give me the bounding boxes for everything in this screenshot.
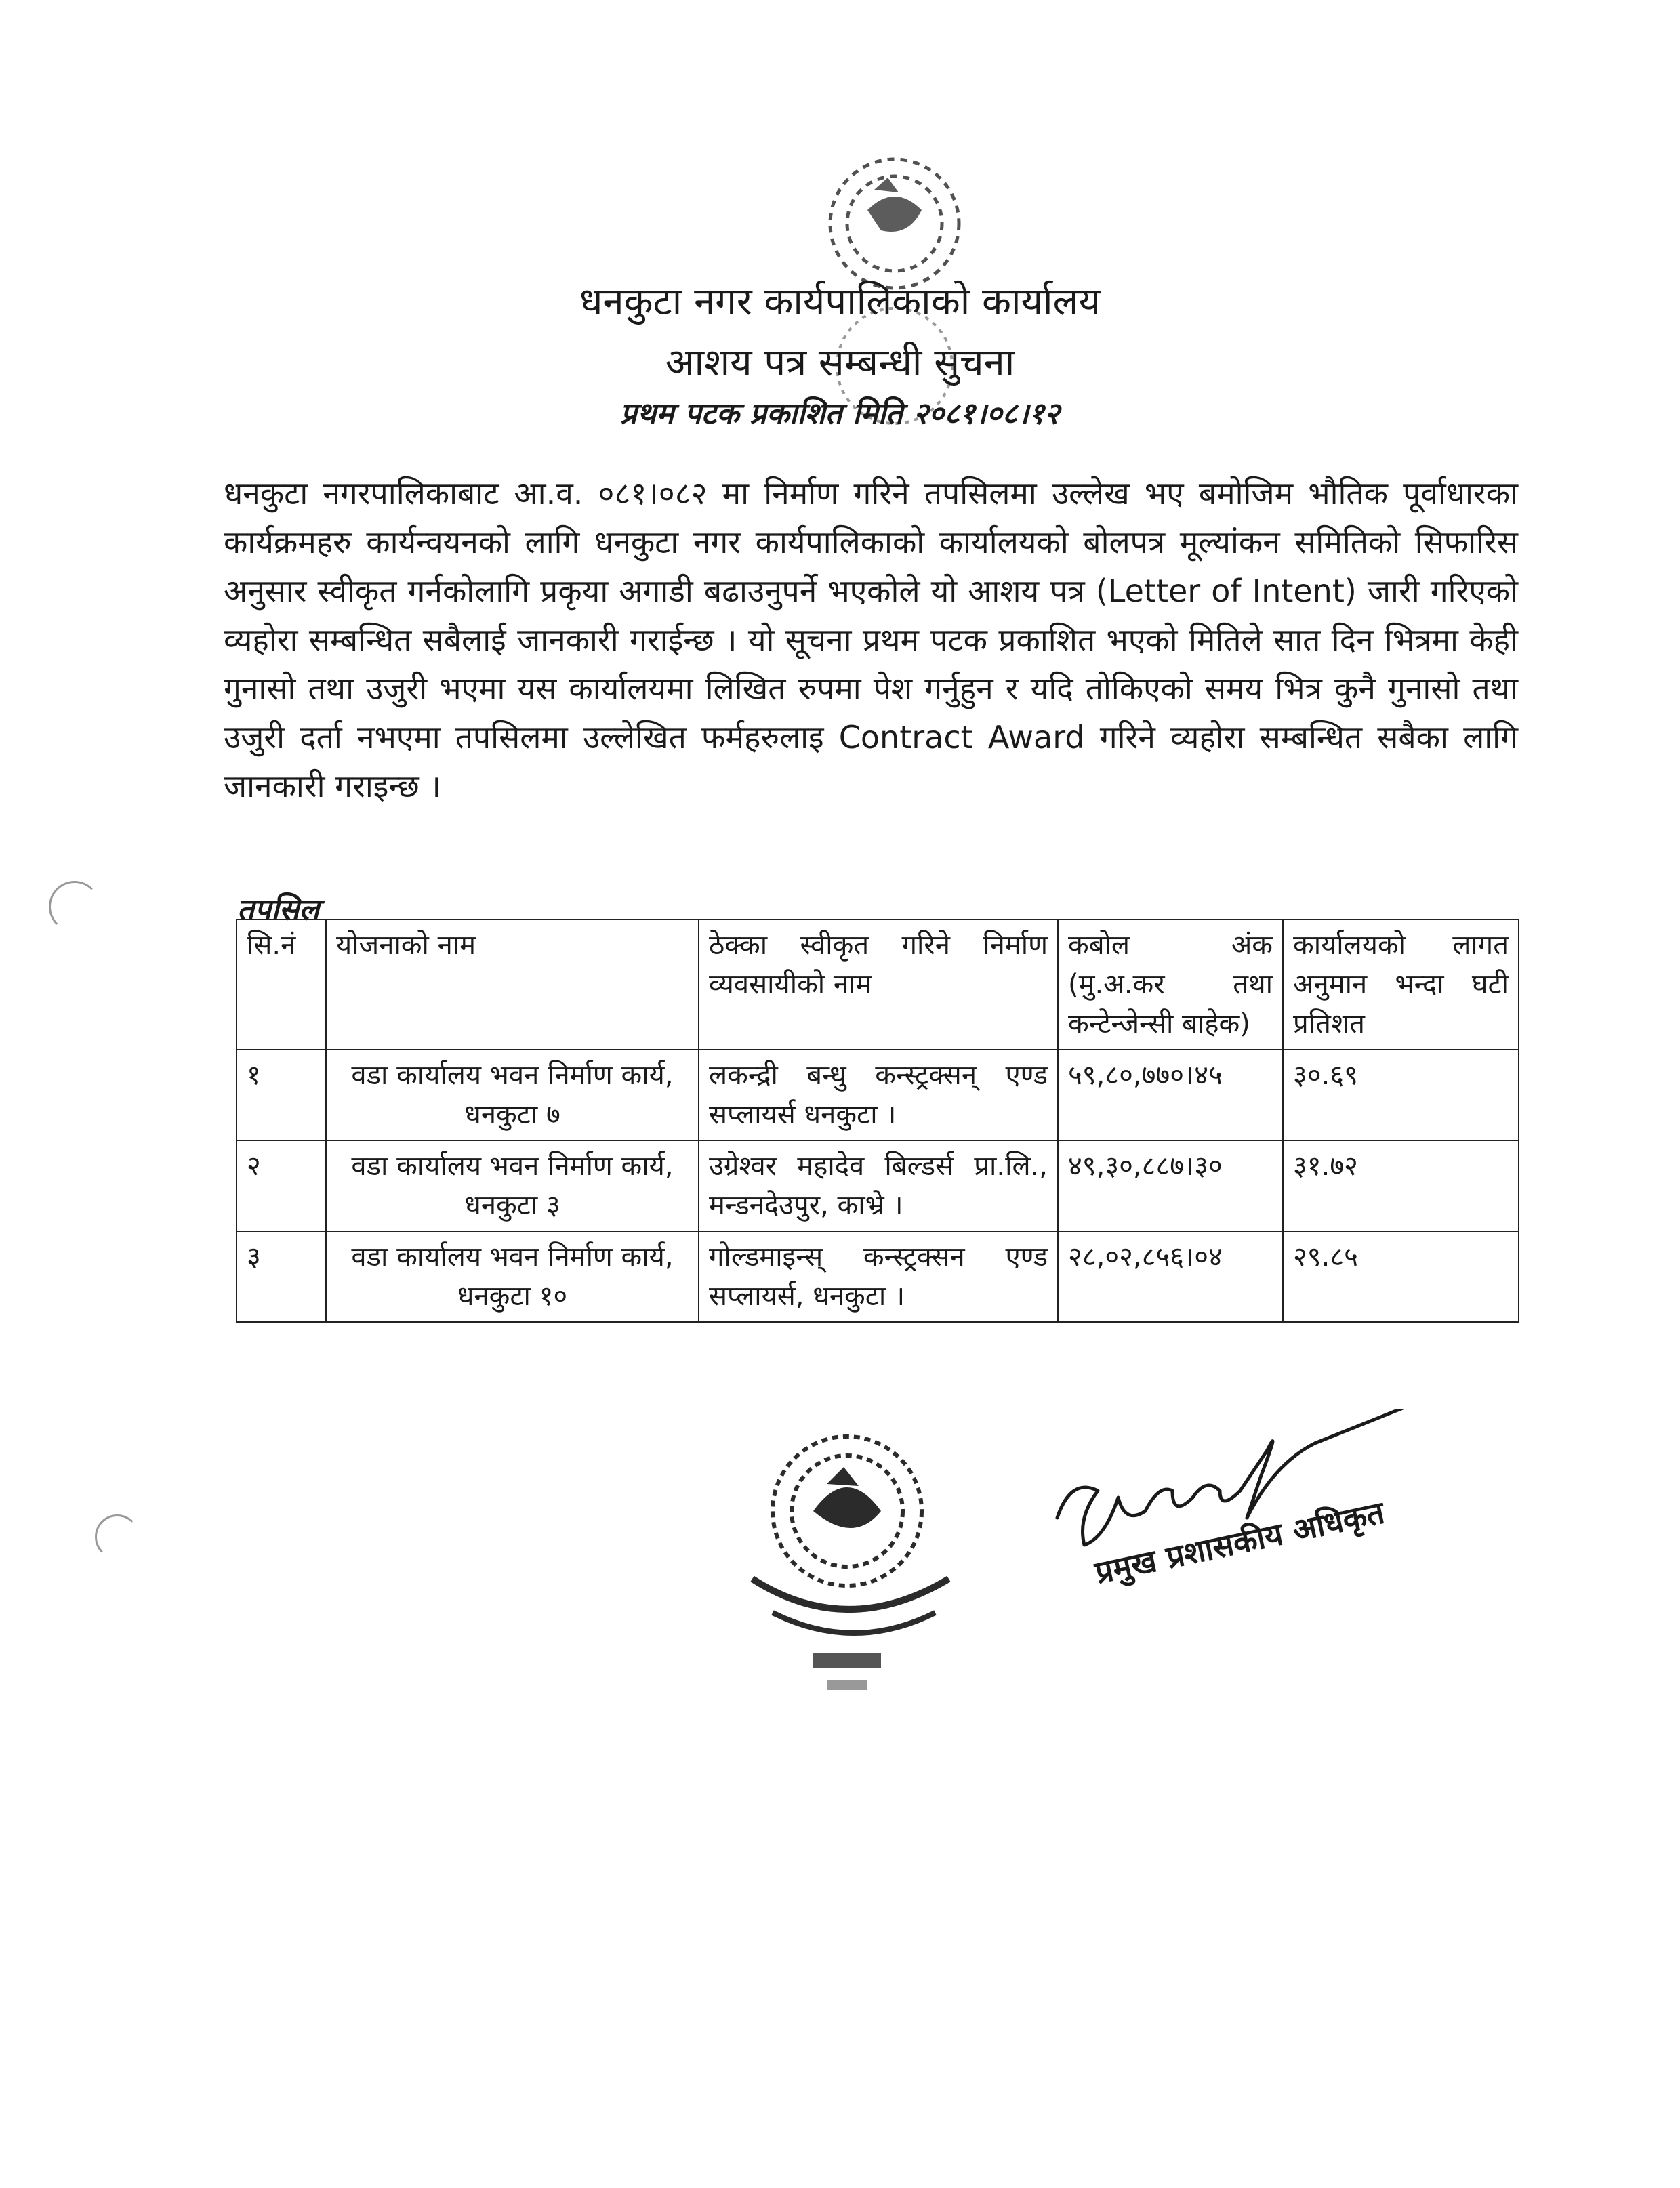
- row-bid-amount: ५९,८०,७७०।४५: [1058, 1050, 1283, 1140]
- row-contractor: उग्रेश्वर महादेव बिल्डर्स प्रा.लि., मन्डनदेउपुर, काभ्रे ।: [699, 1140, 1058, 1231]
- row-project: वडा कार्यालय भवन निर्माण कार्य, धनकुटा ३: [326, 1140, 699, 1231]
- row-sn: १: [237, 1050, 326, 1140]
- row-sn: २: [237, 1140, 326, 1231]
- row-project: वडा कार्यालय भवन निर्माण कार्य, धनकुटा ७: [326, 1050, 699, 1140]
- signatory-title: प्रमुख प्रशासकीय अधिकृत: [1092, 1493, 1388, 1591]
- schedule-heading: तपसिल: [237, 892, 320, 927]
- row-percent-below: २९.८५: [1283, 1231, 1519, 1322]
- punch-hole-mark: [95, 1514, 140, 1559]
- table-row: [237, 1231, 1519, 1322]
- notice-body-paragraph: धनकुटा नगरपालिकाबाट आ.व. ०८१।०८२ मा निर्माण गरिने तपसिलमा उल्लेख भए बमोजिम भौतिक पूर्वाधारका कार्यक्रमहरु कार्यन्वयनको लागि धनकुटा नगर कार्यपालिकाको कार्यालयको बोलपत्र मूल्यांकन समितिको सिफारिस अनुसार स्वीकृत गर्नकोलागि प्रकृया अगाडी बढाउनुपर्ने भएकोले यो आशय पत्र (Letter of Intent) जारी गरिएको व्यहोरा सम्बन्धित सबैलाई जानकारी गराईन्छ । यो सूचना प्रथम पटक प्रकाशित भएको मितिले सात दिन भित्रमा केही गुनासो तथा उजुरी भएमा यस कार्यालयमा लिखित रुपमा पेश गर्नुहुन र यदि तोकिएको समय भित्र कुनै गुनासो तथा उजुरी दर्ता नभएमा तपसिलमा उल्लेखित फर्महरुलाइ Contract Award गरिने व्यहोरा सम्बन्धित सबैका लागि जानकारी गराइन्छ ।: [224, 475, 1518, 804]
- punch-hole-mark: [49, 881, 100, 932]
- municipality-seal: [712, 1409, 996, 1728]
- row-project: वडा कार्यालय भवन निर्माण कार्य, धनकुटा १०: [326, 1231, 699, 1322]
- row-contractor: लकन्द्री बन्धु कन्स्ट्रक्सन् एण्ड सप्लायर्स धनकुटा ।: [699, 1050, 1058, 1140]
- office-title: धनकुटा नगर कार्यपालिकाको कार्यालय: [579, 280, 1101, 324]
- column-header-project: योजनाको नाम: [326, 920, 699, 1050]
- column-header-sn: सि.नं: [237, 920, 326, 1050]
- column-header-percent-below: कार्यालयको लागत अनुमान भन्दा घटी प्रतिशत: [1283, 920, 1519, 1050]
- row-bid-amount: २८,०२,८५६।०४: [1058, 1231, 1283, 1322]
- row-percent-below: ३०.६९: [1283, 1050, 1519, 1140]
- row-bid-amount: ४९,३०,८८७।३०: [1058, 1140, 1283, 1231]
- column-header-bid-amount: कबोल अंक (मु.अ.कर तथा कन्टेन्जेन्सी बाहेक): [1058, 920, 1283, 1050]
- column-header-contractor: ठेक्का स्वीकृत गरिने निर्माण व्यवसायीको नाम: [699, 920, 1058, 1050]
- table-row: [237, 1140, 1519, 1231]
- table-row: [237, 1050, 1519, 1140]
- notice-title: आशय पत्र सम्बन्धी सुचना: [665, 341, 1015, 385]
- row-percent-below: ३१.७२: [1283, 1140, 1519, 1231]
- schedule-table: [236, 919, 1519, 1323]
- table-header-row: [237, 920, 1519, 1050]
- row-sn: ३: [237, 1231, 326, 1322]
- publish-date-line: प्रथम पटक प्रकाशित मिति २०८१।०८।१२: [620, 396, 1060, 431]
- row-contractor: गोल्डमाइन्स् कन्स्ट्रक्सन एण्ड सप्लायर्स, धनकुटा ।: [699, 1231, 1058, 1322]
